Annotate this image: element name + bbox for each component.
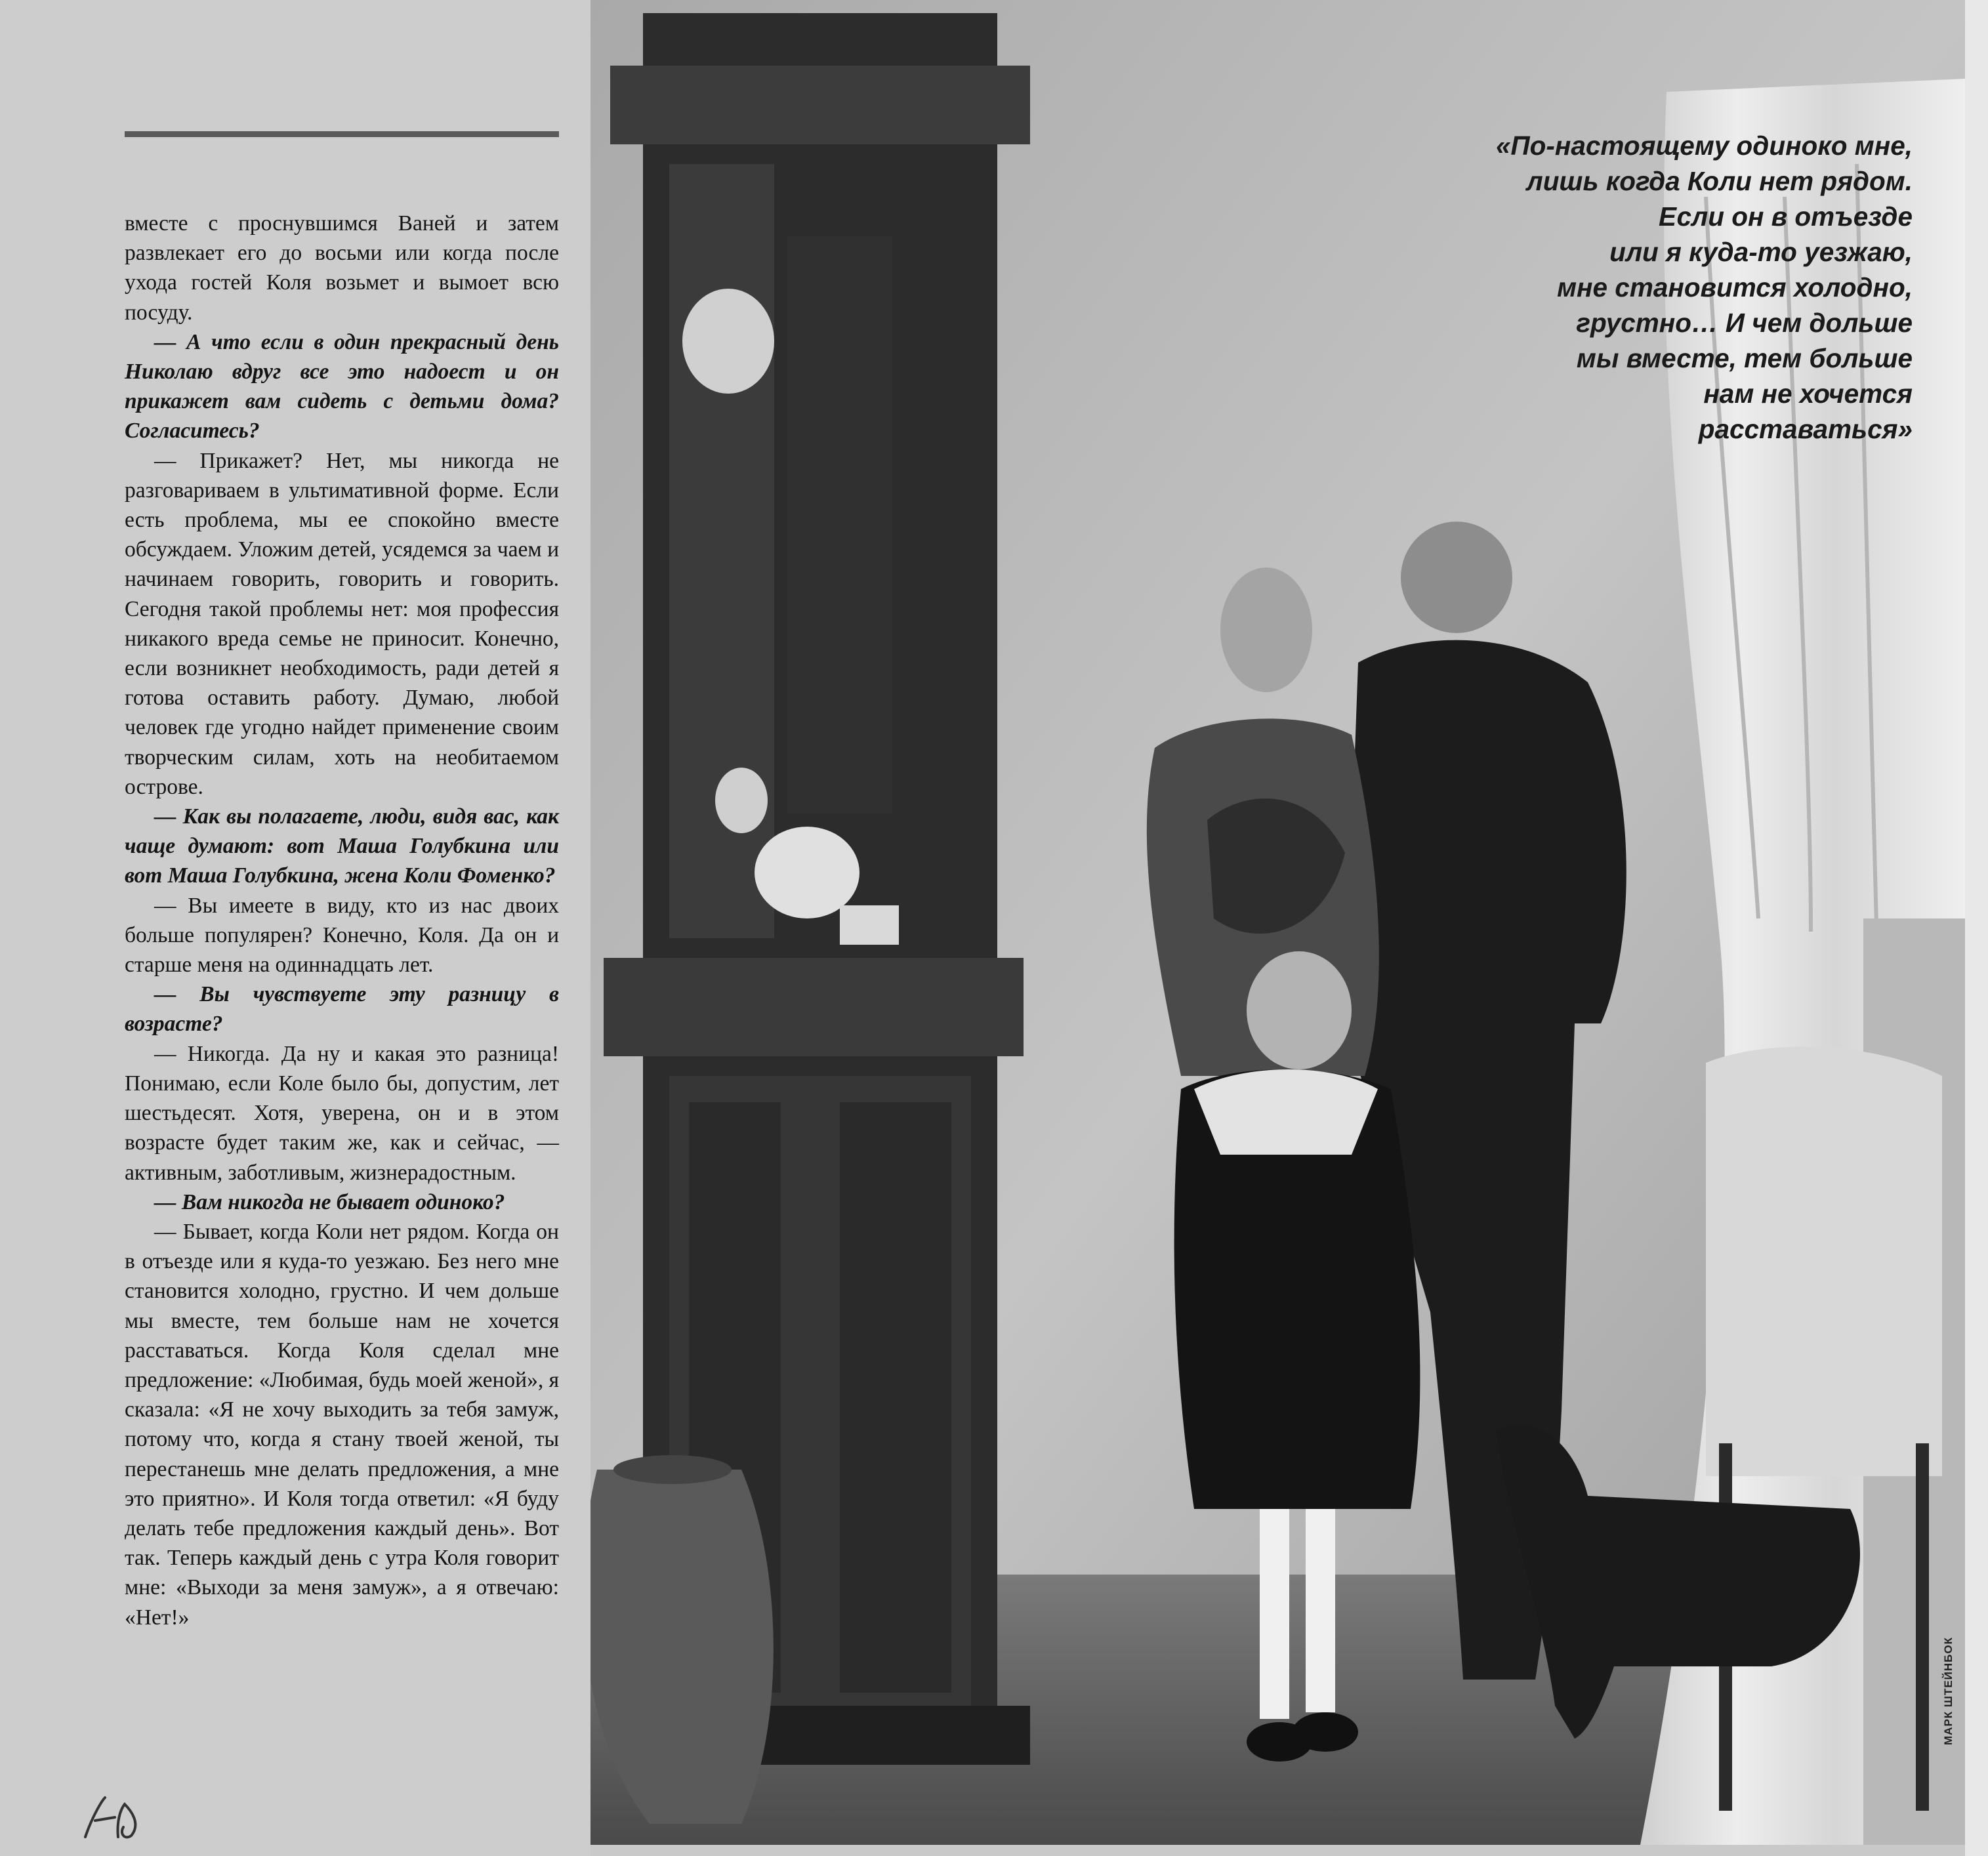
- pull-quote-line: лишь когда Коли нет рядом.: [1526, 166, 1913, 196]
- article-paragraph: вместе с проснувшимся Ваней и затем развлекает его до восьми или когда после ухода гостей Коля возьмет и вымоет всю посуду.: [125, 211, 559, 325]
- interview-question: — А что если в один прекрасный день Николаю вдруг все это надоест и он прикажет вам сидеть с детьми дома? Согласитесь?: [125, 329, 559, 443]
- article-paragraph: — Вы имеете в виду, кто из нас двоих больше популярен? Конечно, Коля. Да он и старше меня на одиннадцать лет.: [125, 893, 559, 978]
- pull-quote-line: или я куда-то уезжаю,: [1609, 237, 1913, 267]
- interview-question: — Как вы полагаете, люди, видя вас, как чаще думают: вот Маша Голубкина или вот Маша Голубкина, жена Коли Фоменко?: [125, 804, 559, 888]
- pull-quote-line: мне становится холодно,: [1557, 272, 1913, 302]
- article-column: [0, 0, 590, 1856]
- column-top-rule: [125, 131, 559, 137]
- article-paragraph: — Бывает, когда Коли нет рядом. Когда он в отъезде или я куда-то уезжаю. Без него мне становится холодно, грустно. И чем дольше мы вместе, тем больше нам не хочется расставаться. Когда Коля сделал мне предложение: «Любимая, будь моей женой», я сказала: «Я не хочу выходить за тебя замуж, потому что, когда я стану твоей женой, ты перестанешь мне делать предложения, а мне это приятно». И Коля тогда ответил: «Я буду делать тебе предложения каждый день». Вот так. Теперь каждый день с утра Коля говорит мне: «Выходи за меня замуж», а я отвечаю: «Нет!»: [125, 1219, 559, 1630]
- article-body: [125, 209, 559, 1632]
- family-photo: [590, 0, 1965, 1845]
- pull-quote-line: нам не хочется: [1703, 379, 1913, 409]
- photo-credit: МАРК ШТЕЙНБОК: [1942, 1637, 1955, 1745]
- pull-quote: [1296, 128, 1913, 447]
- pull-quote-line: грустно… И чем дольше: [1576, 308, 1913, 338]
- article-paragraph: — Никогда. Да ну и какая это разница! Понимаю, если Коле было бы, допустим, лет шестьдесят. Хотя, уверена, он и в этом возрасте будет таким же, как и сейчас, — активным, заботливым, жизнерадостным.: [125, 1041, 559, 1185]
- interview-question: — Вы чувствуете эту разницу в возрасте?: [125, 982, 559, 1037]
- pull-quote-line: расставаться»: [1698, 414, 1913, 444]
- clay-pot: [590, 1455, 774, 1824]
- pull-quote-line: мы вместе, тем больше: [1576, 343, 1913, 373]
- article-paragraph: — Прикажет? Нет, мы никогда не разговариваем в ультимативной форме. Если есть проблема, мы ее спокойно вместе обсуждаем. Уложим детей, усядемся за чаем и начинаем говорить, говорить и говорить. Сегодня такой проблемы нет: моя профессия никакого вреда семье не приносит. Конечно, если возникнет необходимость, ради детей я готова оставить работу. Думаю, любой человек где угодно найдет применение своим творческим силам, хоть на необитаемом острове.: [125, 448, 559, 799]
- interview-question: — Вам никогда не бывает одиноко?: [154, 1189, 505, 1214]
- page-edge: [1965, 0, 1988, 1856]
- pull-quote-line: Если он в отъезде: [1659, 201, 1913, 232]
- pull-quote-line: «По-настоящему одиноко мне,: [1495, 131, 1913, 161]
- handwritten-mark-icon: [79, 1791, 151, 1844]
